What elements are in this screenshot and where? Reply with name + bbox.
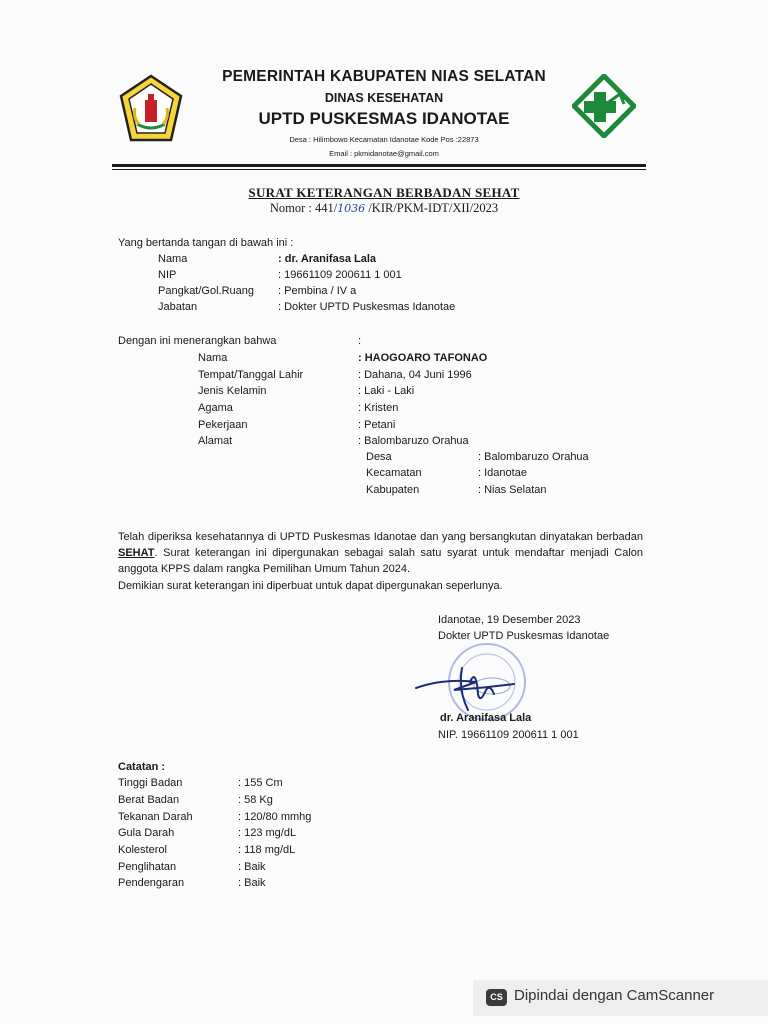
signer-label: Pangkat/Gol.Ruang (158, 285, 255, 297)
notes-label: Kolesterol (118, 844, 167, 856)
person-label: Jenis Kelamin (198, 385, 267, 397)
person-value: : Laki - Laki (358, 385, 415, 397)
place-date: Idanotae, 19 Desember 2023 (438, 614, 581, 626)
signer-position: Dokter UPTD Puskesmas Idanotae (438, 630, 610, 642)
address-value: : Balombaruzo Orahua (478, 451, 589, 463)
signer-value: : 19661109 200611 1 001 (278, 269, 402, 281)
person-label: Alamat (198, 435, 233, 447)
number-prefix: Nomor : 441/ (269, 201, 338, 215)
number-handwritten: 1036 (337, 202, 366, 215)
notes-value: : 123 mg/dL (238, 827, 297, 839)
person-label: Nama (198, 352, 228, 364)
intro-text: Yang bertanda tangan di bawah ini : (118, 237, 294, 249)
notes-label: Pendengaran (118, 877, 185, 889)
government-name: PEMERINTAH KABUPATEN NIAS SELATAN (222, 68, 546, 85)
signer-value: : dr. Aranifasa Lala (278, 253, 377, 265)
signer-label: Jabatan (158, 301, 198, 313)
notes-label: Berat Badan (118, 794, 180, 806)
notes-value: : 118 mg/dL (238, 844, 296, 856)
number-suffix: /KIR/PKM-IDT/XII/2023 (365, 201, 499, 215)
person-value: : HAOGOARO TAFONAO (358, 352, 488, 364)
address-label: Kabupaten (366, 484, 420, 496)
statement-healthy: SEHAT (118, 547, 155, 560)
notes-label: Gula Darah (118, 827, 175, 839)
institution-address: Desa : Hilimbowo Kecamatan Idanotae Kode Pos :22873 (289, 135, 479, 144)
notes-label: Tinggi Badan (118, 777, 183, 789)
notes-value: : Baik (238, 877, 266, 889)
statement-text: . Surat keterangan ini dipergunakan sebagai salah satu syarat untuk mendaftar menjadi Calon anggota KPPS dalam rangka Pemilihan Umum Tahun 2024. (118, 547, 643, 576)
signatory-name: dr. Aranifasa Lala (440, 712, 532, 724)
notes-value: : Baik (238, 861, 266, 873)
camscanner-text: Dipindai dengan CamScanner (514, 987, 715, 1004)
signer-label: NIP (158, 269, 177, 281)
address-label: Kecamatan (366, 467, 422, 479)
institution-name: UPTD PUSKESMAS IDANOTAE (258, 109, 510, 128)
intro2-text: Dengan ini menerangkan bahwa (118, 335, 277, 347)
person-label: Pekerjaan (198, 419, 248, 431)
address-value: : Nias Selatan (478, 484, 547, 496)
signer-value: : Pembina / IV a (278, 285, 357, 297)
signer-label: Nama (158, 253, 188, 265)
notes-value: : 155 Cm (238, 777, 283, 789)
person-label: Tempat/Tanggal Lahir (198, 369, 304, 381)
handwritten-signature (414, 660, 534, 716)
person-label: Agama (198, 402, 233, 414)
notes-label: Tekanan Darah (118, 811, 193, 823)
signatory-nip: NIP. 19661109 200611 1 001 (438, 729, 579, 741)
notes-heading: Catatan : (118, 761, 166, 773)
address-value: : Idanotae (478, 467, 527, 479)
letterhead-rule-thick (112, 164, 646, 167)
notes-value: : 120/80 mmhg (238, 811, 312, 823)
notes-value: : 58 Kg (238, 794, 273, 806)
statement-paragraph (118, 529, 643, 594)
letterhead-rule-thin (112, 169, 646, 170)
person-value: : Kristen (358, 402, 399, 414)
notes-label: Penglihatan (118, 861, 177, 873)
document-title: SURAT KETERANGAN BERBADAN SEHAT (248, 185, 520, 200)
document-number (0, 201, 768, 216)
address-label: Desa (366, 451, 392, 463)
signer-value: : Dokter UPTD Puskesmas Idanotae (278, 301, 456, 313)
person-value: : Dahana, 04 Juni 1996 (358, 369, 472, 381)
intro2-colon: : (358, 335, 362, 347)
closing-text: Demikian surat keterangan ini diperbuat untuk dapat dipergunakan seperlunya. (118, 579, 503, 592)
statement-text: Telah diperiksa kesehatannya di UPTD Puskesmas Idanotae dan yang bersangkutan dinyatakan berbadan (118, 531, 643, 543)
camscanner-logo-icon: CS (486, 989, 507, 1006)
department-name: DINAS KESEHATAN (324, 91, 444, 105)
person-value: : Balombaruzo Orahua (358, 435, 469, 447)
person-value: : Petani (358, 419, 396, 431)
institution-email: Email : pkmidanotae@gmail.com (329, 149, 439, 158)
